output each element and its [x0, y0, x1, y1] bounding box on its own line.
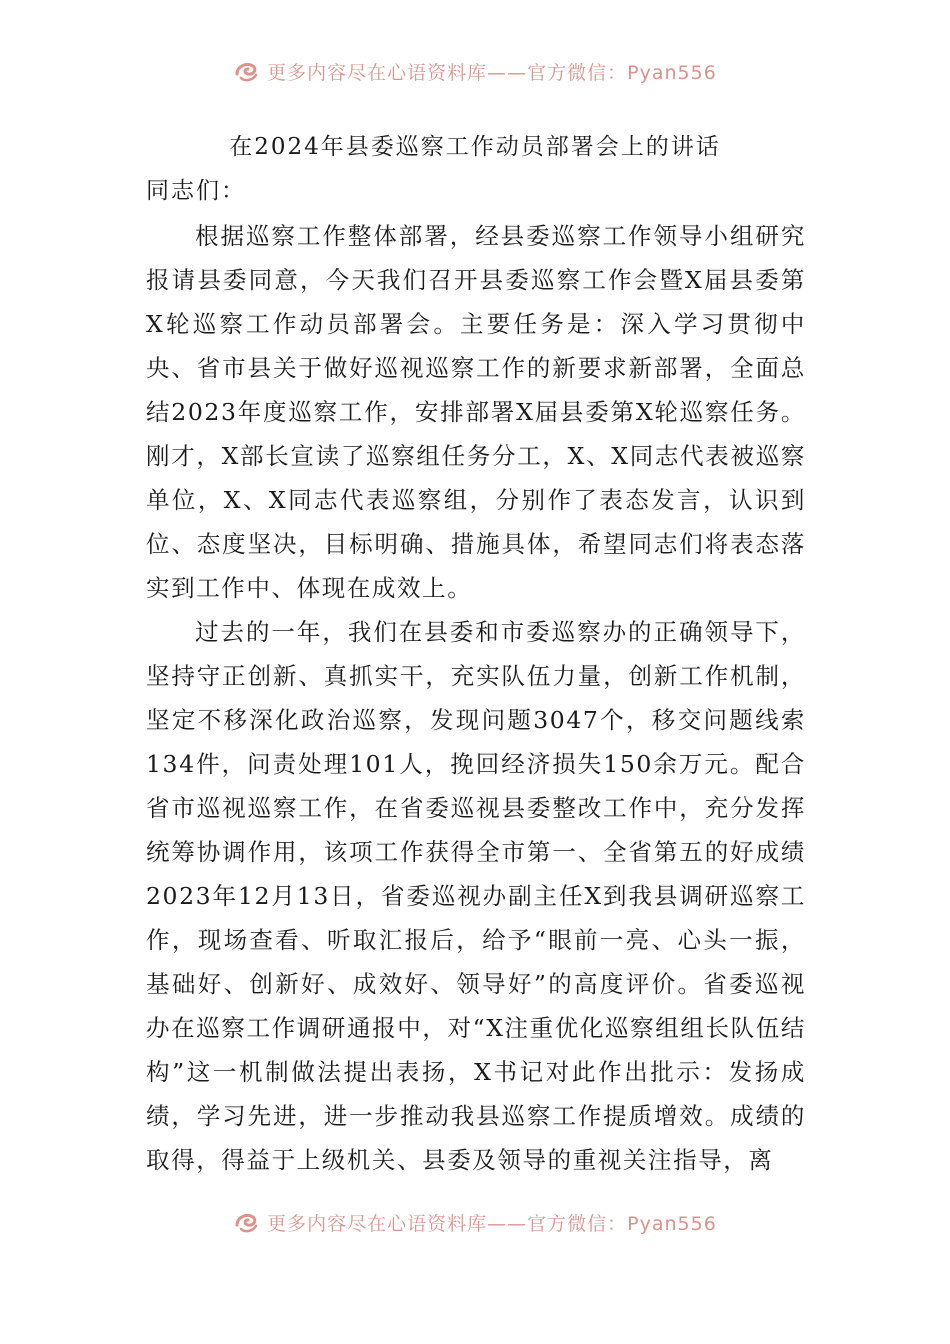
document-title: 在2024年县委巡察工作动员部署会上的讲话 [229, 134, 721, 160]
swirl-logo-icon [233, 1209, 259, 1235]
paragraph-2: 过去的一年，我们在县委和市委巡察办的正确领导下，坚持守正创新、真抓实干，充实队伍力量，创新工作机制，坚定不移深化政治巡察，发现问题3047个，移交问题线索134件，问责处理101人，挽回经济损失150余万元。配合省市巡视巡察工作，在省委巡视县委整改工作中，充分发挥统筹协调作用，该项工作获得全市第一、全省第五的好成绩2023年12月13日，省委巡视办副主任X到我县调研巡察工作，现场查看、听取汇报后，给予“眼前一亮、心头一振，基础好、创新好、成效好、领导好”的高度评价。省委巡视办在巡察工作调研通报中，对“X注重优化巡察组组长队伍结构”这一机制做法提出表扬，X书记对此作出批示：发扬成绩，学习先进，进一步推动我县巡察工作提质增效。成绩的取得，得益于上级机关、县委及领导的重视关注指导，离 [146, 618, 806, 1174]
footer-watermark [0, 1205, 950, 1239]
watermark-text: 更多内容尽在心语资料库——官方微信：Pyan556 [267, 61, 717, 84]
watermark-text: 更多内容尽在心语资料库——官方微信：Pyan556 [267, 1212, 717, 1235]
swirl-logo-icon [233, 58, 259, 84]
paragraph-1: 根据巡察工作整体部署，经县委巡察工作领导小组研究报请县委同意，今天我们召开县委巡察工作会暨X届县委第X轮巡察工作动员部署会。主要任务是：深入学习贯彻中央、省市县关于做好巡视巡察工作的新要求新部署，全面总结2023年度巡察工作，安排部署X届县委第X轮巡察任务。刚才，X部长宣读了巡察组任务分工，X、X同志代表被巡察单位，X、X同志代表巡察组，分别作了表态发言，认识到位、态度坚决，目标明确、措施具体，希望同志们将表态落实到工作中、体现在成效上。 [146, 222, 806, 602]
document-body [146, 214, 806, 1182]
header-watermark [0, 54, 950, 88]
salutation: 同志们： [146, 178, 246, 204]
